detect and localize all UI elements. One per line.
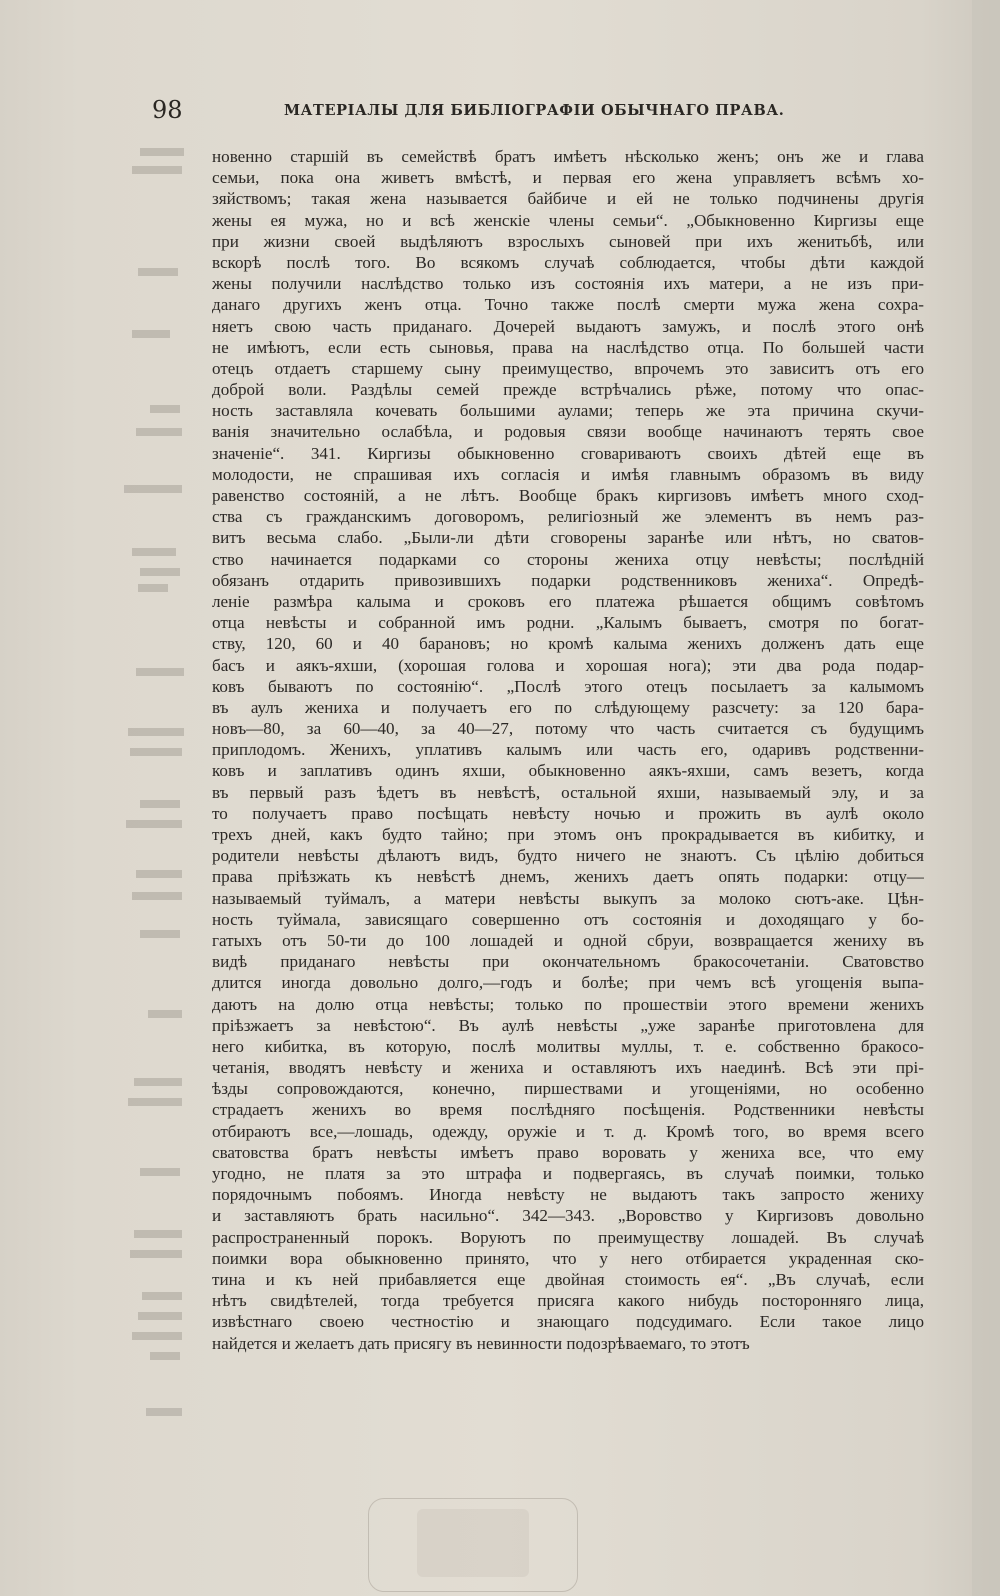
text-line: ства съ гражданскимъ договоромъ, религіозный же элементъ въ немъ раз- <box>212 507 924 527</box>
text-line: отбираютъ все,—лошадь, одежду, оружіе и т. д. Кромѣ того, во время всего <box>212 1121 924 1141</box>
stamp-inner <box>417 1509 529 1577</box>
text-line: витъ весьма слабо. „Были-ли дѣти сговорены заранѣе или нѣтъ, но сватов- <box>212 528 924 548</box>
page-header <box>152 96 792 126</box>
text-line: равенство состояній, а не лѣтъ. Вообще бракъ киргизовъ имѣетъ много сход- <box>212 486 924 505</box>
text-line: даютъ на долю отца невѣсты; только по прошествіи этого времени женихъ <box>212 994 924 1014</box>
text-line: отца невѣсты и собранной имъ родни. „Калымъ бываетъ, смотря по богат- <box>212 613 924 633</box>
text-line: въ первый разъ ѣдетъ въ невѣстѣ, остальной яхши, называемый элу, и за <box>212 782 924 802</box>
running-title: МАТЕРІАЛЫ ДЛЯ БИБЛІОГРАФІИ ОБЫЧНАГО ПРАВА. <box>284 102 785 119</box>
text-line: порядочнымъ побоямъ. Иногда невѣсту не выдаютъ такъ запросто жениху <box>212 1185 924 1205</box>
text-line: то получаетъ право посѣщать невѣсту ночью и прожить въ аулѣ около <box>212 803 924 823</box>
text-line: зяйствомъ; такая жена называется байбиче и ей не только подчинены другія <box>212 189 924 209</box>
text-line: гатыхъ отъ 50-ти до 100 лошадей и одной сбруи, возвращается жениху въ <box>212 930 924 950</box>
text-line: няетъ свою часть приданаго. Дочерей выдаютъ замужъ, и послѣ этого онѣ <box>212 316 924 336</box>
text-line: страдаетъ женихъ во время послѣдняго посѣщенія. Родственники невѣсты <box>212 1100 924 1120</box>
text-line: ковъ бываютъ по состоянію“. „Послѣ этого отецъ посылаетъ за калымомъ <box>212 676 924 696</box>
text-line: родители невѣсты дѣлаютъ видъ, будто ничего не знаютъ. Съ цѣлію добиться <box>212 846 924 866</box>
text-line: тина и къ ней прибавляется еще двойная стоимость ея“. „Въ случаѣ, если <box>212 1269 924 1289</box>
text-line: значеніе“. 341. Киргизы обыкновенно сговариваютъ своихъ дѣтей еще въ <box>212 443 924 463</box>
text-line: найдется и желаетъ дать присягу въ невинности подозрѣваемаго, то этотъ <box>212 1333 750 1353</box>
text-line: него кибитка, въ которую, послѣ молитвы муллы, т. е. собственно бракосо- <box>212 1036 924 1056</box>
text-line: ковъ и заплативъ одинъ яхши, обыкновенно аякъ-яхши, самъ везетъ, когда <box>212 761 924 781</box>
text-line: отецъ отдаетъ старшему сыну преимущество, впрочемъ это зависитъ отъ его <box>212 358 924 378</box>
text-line: молодости, не спрашивая ихъ согласія и имѣя главнымъ образомъ въ виду <box>212 464 924 484</box>
text-line: данаго другихъ женъ отца. Точно также послѣ смерти мужа жена сохра- <box>212 295 924 315</box>
text-line: ѣзды сопровождаются, конечно, пиршествами и угощеніями, но особенно <box>212 1079 924 1099</box>
text-line: поимки вора обыкновенно принято, что у него отбирается украденная ско- <box>212 1248 924 1268</box>
text-line: вскорѣ послѣ того. Во всякомъ случаѣ соблюдается, чтобы дѣти каждой <box>212 252 924 272</box>
text-line: ству, 120, 60 и 40 барановъ; но кромѣ калыма женихъ долженъ дать еще <box>212 634 924 654</box>
text-line: ность заставляла кочевать большими аулами; теперь же эта причина скучи- <box>212 401 924 421</box>
text-line: ность туймала, зависящаго совершенно отъ состоянія и доходящаго у бо- <box>212 909 924 929</box>
text-line: сватовства братъ невѣсты имѣетъ право воровать у жениха все, что ему <box>212 1142 924 1162</box>
text-line: леніе размѣра калыма и сроковъ его платежа рѣшается общимъ совѣтомъ <box>212 591 924 611</box>
text-line: пріѣзжаетъ за невѣстою“. Въ аулѣ невѣсты „уже заранѣе приготовлена для <box>212 1015 924 1035</box>
text-line: не имѣютъ, если есть сыновья, права на наслѣдство отца. По большей части <box>212 337 924 357</box>
text-line: распространенный порокъ. Воруютъ по преимуществу лошадей. Въ случаѣ <box>212 1227 924 1247</box>
text-line: и заставляютъ брать насильно“. 342—343. „Воровство у Киргизовъ довольно <box>212 1206 924 1226</box>
text-line: въ аулъ жениха и получаетъ его по слѣдующему разсчету: за 120 бара- <box>212 697 924 717</box>
text-line: извѣстнаго своею честностію и знающаго подсудимаго. Если такое лицо <box>212 1312 924 1332</box>
text-line: новенно старшій въ семействѣ братъ имѣетъ нѣсколько женъ; онъ же и глава <box>212 147 924 166</box>
text-line: называемый туймалъ, а матери невѣсты выкупъ за молоко сютъ-аке. Цѣн- <box>212 888 924 908</box>
text-line: угодно, не платя за это штрафа и подвергаясь, въ случаѣ поимки, только <box>212 1164 924 1183</box>
text-line: ство начинается подарками со стороны жениха отцу невѣсты; послѣдній <box>212 549 924 569</box>
text-line: ванія значительно ослабѣла, и родовыя связи вообще начинаютъ терять свое <box>212 422 924 442</box>
library-stamp <box>368 1498 578 1592</box>
text-line: видѣ приданаго невѣсты при окончательномъ бракосочетаніи. Сватовство <box>212 952 924 972</box>
text-line: жены получили наслѣдство только изъ состоянія ихъ матери, а не изъ при- <box>212 274 924 294</box>
text-line: четанія, вводятъ невѣсту и жениха и оставляютъ ихъ наединѣ. Всѣ эти прі- <box>212 1058 924 1078</box>
text-line: басъ и аякъ-яхши, (хорошая голова и хорошая нога); эти два рода подар- <box>212 655 924 675</box>
text-line: права пріѣзжать къ невѣстѣ днемъ, женихъ даетъ опять подарки: отцу— <box>212 867 924 887</box>
text-line: при жизни своей выдѣляютъ взрослыхъ сыновей при ихъ женитьбѣ, или <box>212 231 924 251</box>
text-line: нѣтъ свидѣтелей, тогда требуется присяга какого нибудь посторонняго лица, <box>212 1291 924 1311</box>
text-line: новъ—80, за 60—40, за 40—27, потому что часть считается съ будущимъ <box>212 719 924 739</box>
text-line: обязанъ отдарить привозившихъ подарки родственниковъ жениха“. Опредѣ- <box>212 570 924 590</box>
text-line: длится иногда довольно долго,—годъ и болѣе; при чемъ всѣ угощенія выпа- <box>212 973 924 993</box>
page-number: 98 <box>152 96 183 124</box>
text-line: жены ея мужа, но и всѣ женскіе члены семьи“. „Обыкновенно Киргизы еще <box>212 210 924 230</box>
text-line: трехъ дней, какъ будто тайно; при этомъ онъ прокрадывается въ кибитку, и <box>212 825 924 844</box>
text-line: семьи, пока она живетъ вмѣстѣ, и первая его жена управляетъ всѣмъ хо- <box>212 168 924 188</box>
text-line: приплодомъ. Женихъ, уплативъ калымъ или часть его, одаривъ родственни- <box>212 740 924 760</box>
body-text <box>212 146 924 1354</box>
text-line: доброй воли. Раздѣлы семей прежде встрѣчались рѣже, потому что опас- <box>212 380 924 400</box>
